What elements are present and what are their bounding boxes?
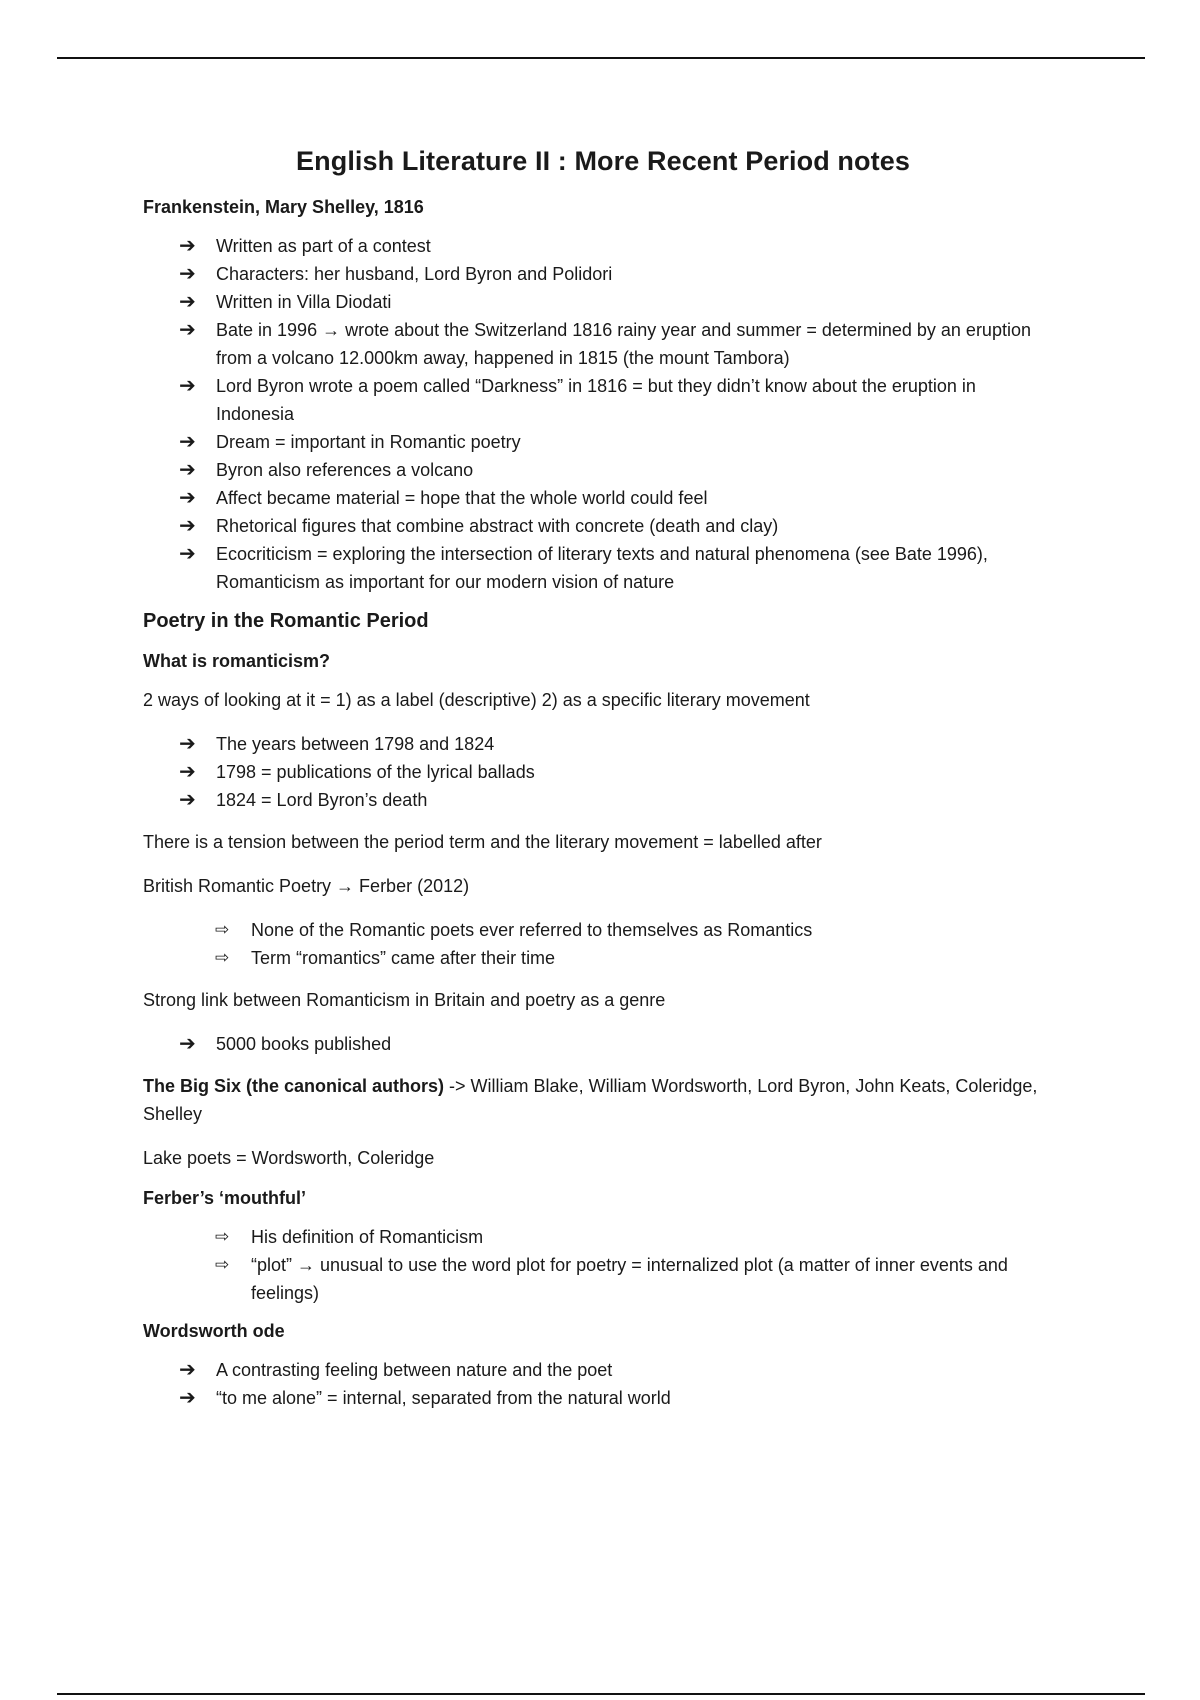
poetry-section-heading: Poetry in the Romantic Period — [143, 610, 429, 632]
list-item — [143, 316, 1043, 372]
list-item-text: Dream = important in Romantic poetry — [216, 432, 521, 452]
list-item — [143, 1356, 1043, 1384]
list-item-text: His definition of Romanticism — [251, 1227, 484, 1247]
open-arrow-icon: ⇨ — [215, 1255, 230, 1274]
open-arrow-icon: ⇨ — [215, 920, 230, 939]
list-item — [143, 916, 1043, 944]
mouthful-list — [143, 1223, 1043, 1307]
list-item-text: 5000 books published — [216, 1034, 392, 1054]
ode-list — [143, 1356, 1043, 1412]
list-item — [143, 1223, 1043, 1251]
arrow-right-icon: ➔ — [179, 235, 196, 257]
arrow-right-icon: ➔ — [179, 459, 196, 481]
strong-link-paragraph: Strong link between Romanticism in Britain and poetry as a genre — [143, 990, 666, 1010]
list-item — [143, 428, 1043, 456]
list-item — [143, 730, 1043, 758]
arrow-right-icon: ➔ — [179, 789, 196, 811]
arrow-right-icon: ➔ — [179, 761, 196, 783]
list-item — [143, 260, 1043, 288]
list-item — [143, 786, 1043, 814]
list-item-text: Lord Byron wrote a poem called “Darkness” in 1816 = but they didn’t know about the eruption in Indonesia — [216, 376, 976, 424]
list-item-text: “to me alone” = internal, separated from the natural world — [216, 1388, 671, 1408]
list-item — [143, 372, 1043, 428]
list-item — [143, 1384, 1043, 1412]
list-item — [143, 512, 1043, 540]
list-item — [143, 232, 1043, 260]
list-item — [143, 944, 1043, 972]
lake-poets-paragraph: Lake poets = Wordsworth, Coleridge — [143, 1148, 435, 1168]
two-ways-paragraph: 2 ways of looking at it = 1) as a label (descriptive) 2) as a specific literary movement — [143, 690, 810, 710]
list-item-text: “plot” → unusual to use the word plot for poetry = internalized plot (a matter of inner events and feelings) — [251, 1255, 1008, 1303]
big-six-paragraph — [143, 1072, 1043, 1128]
list-item-text: Written as part of a contest — [216, 236, 431, 256]
list-item-text: Characters: her husband, Lord Byron and Polidori — [216, 264, 613, 284]
big-six-label: The Big Six (the canonical authors) — [143, 1076, 445, 1096]
list-item-text: Bate in 1996 → wrote about the Switzerland 1816 rainy year and summer = determined by an eruption from a volcano 12.000km away, happened in 1815 (the mount Tambora) — [216, 320, 1031, 368]
list-item — [143, 540, 1043, 596]
books-list — [143, 1030, 1043, 1058]
arrow-right-icon: ➔ — [179, 543, 196, 565]
list-item — [143, 484, 1043, 512]
arrow-right-icon: ➔ — [179, 733, 196, 755]
list-item-text: Written in Villa Diodati — [216, 292, 392, 312]
list-item-text: 1798 = publications of the lyrical ballads — [216, 762, 535, 782]
list-item-text: Rhetorical figures that combine abstract with concrete (death and clay) — [216, 516, 779, 536]
bottom-rule — [57, 1693, 1145, 1695]
open-arrow-icon: ⇨ — [215, 1227, 230, 1246]
list-item-text: A contrasting feeling between nature and the poet — [216, 1360, 613, 1380]
arrow-right-icon: ➔ — [179, 487, 196, 509]
frankenstein-list — [143, 232, 1043, 596]
list-item — [143, 456, 1043, 484]
years-list — [143, 730, 1043, 814]
list-item — [143, 758, 1043, 786]
list-item-text: None of the Romantic poets ever referred to themselves as Romantics — [251, 920, 813, 940]
arrow-right-icon: ➔ — [179, 291, 196, 313]
mouthful-heading: Ferber’s ‘mouthful’ — [143, 1188, 307, 1208]
ferber-list — [143, 916, 1043, 972]
frankenstein-heading: Frankenstein, Mary Shelley, 1816 — [143, 197, 424, 217]
arrow-right-icon: ➔ — [179, 515, 196, 537]
open-arrow-icon: ⇨ — [215, 948, 230, 967]
list-item — [143, 1251, 1043, 1307]
what-is-romanticism-heading: What is romanticism? — [143, 651, 331, 671]
list-item-text: The years between 1798 and 1824 — [216, 734, 495, 754]
list-item-text: Ecocriticism = exploring the intersection of literary texts and natural phenomena (see Bate 1996), Romanticism as important for our modern vision of nature — [216, 544, 988, 592]
arrow-right-icon: ➔ — [179, 263, 196, 285]
big-six-authors: -> William Blake, William Wordsworth, Lord Byron, John Keats, Coleridge, Shelley — [143, 1076, 1038, 1124]
page-title: English Literature II : More Recent Period notes — [296, 146, 910, 176]
arrow-right-icon: ➔ — [179, 1359, 196, 1381]
arrow-right-icon: ➔ — [179, 1387, 196, 1409]
tension-paragraph: There is a tension between the period term and the literary movement = labelled after — [143, 832, 822, 852]
list-item-text: Byron also references a volcano — [216, 460, 474, 480]
arrow-right-icon: ➔ — [179, 431, 196, 453]
document-page — [143, 146, 1043, 1426]
wordsworth-ode-heading: Wordsworth ode — [143, 1321, 285, 1341]
top-rule — [57, 57, 1145, 59]
list-item — [143, 1030, 1043, 1058]
list-item-text: Term “romantics” came after their time — [251, 948, 556, 968]
arrow-right-icon: ➔ — [179, 1033, 196, 1055]
list-item — [143, 288, 1043, 316]
list-item-text: Affect became material = hope that the whole world could feel — [216, 488, 708, 508]
arrow-right-icon: ➔ — [179, 319, 196, 341]
brp-paragraph: British Romantic Poetry → Ferber (2012) — [143, 876, 470, 896]
list-item-text: 1824 = Lord Byron’s death — [216, 790, 428, 810]
arrow-right-icon: ➔ — [179, 375, 196, 397]
